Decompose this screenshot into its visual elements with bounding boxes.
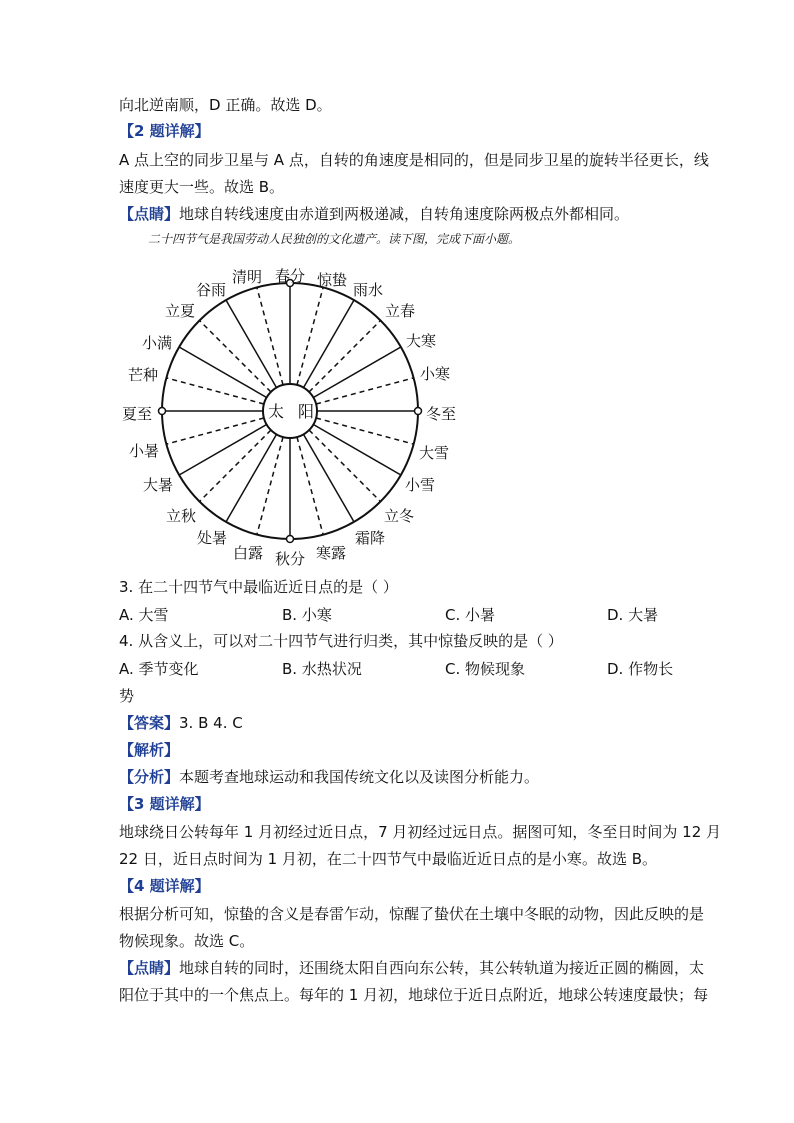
fenxi-line: [119, 767, 539, 787]
q4-detail-heading: 【4 题详解】: [119, 877, 210, 895]
spoke-solid: [304, 300, 355, 387]
sun-label-left: 太: [267, 402, 285, 421]
spoke-dashed: [199, 430, 270, 501]
answer-tag: 【答案】: [119, 714, 180, 732]
tip-tag: 【点睛】: [119, 205, 180, 223]
term-qingming: 清明: [231, 268, 263, 286]
term-hanlu: 寒露: [315, 544, 347, 562]
q3-option-c: C. 小暑: [445, 606, 496, 624]
tip-line: [119, 204, 629, 224]
term-lichun: 立春: [384, 302, 416, 320]
term-dahan: 大寒: [405, 332, 437, 350]
term-mangzhong: 芒种: [127, 366, 159, 384]
spoke-solid: [179, 425, 266, 476]
term-dashu: 大暑: [142, 476, 174, 494]
text-line: 地球绕日公转每年 1 月初经过近日点，7 月初经过远日点。据图可知，冬至日时间为 12 月: [119, 823, 722, 841]
q3-option-d: D. 大暑: [607, 606, 659, 624]
analysis-heading: 【解析】: [119, 741, 180, 759]
answer-line: [119, 713, 243, 733]
term-yushui: 雨水: [352, 281, 384, 299]
term-jingzhe: 惊蛰: [316, 271, 348, 289]
text-line: A 点上空的同步卫星与 A 点，自转的角速度是相同的，但是同步卫星的旋转半径更长，线: [119, 151, 709, 169]
tip-text: 地球自转线速度由赤道到两极递减，自转角速度除两极点外都相同。: [179, 205, 630, 223]
term-xiaohan: 小寒: [419, 365, 451, 383]
question-4: 4. 从含义上，可以对二十四节气进行归类，其中惊蛰反映的是（ ）: [119, 632, 563, 650]
spoke-dashed: [309, 430, 380, 501]
term-dongzhi: 冬至: [425, 405, 457, 423]
spoke-dashed: [166, 418, 264, 444]
term-xiazhi: 夏至: [121, 405, 153, 423]
term-lixia: 立夏: [164, 302, 196, 320]
spoke-dashed: [309, 320, 380, 391]
spoke-dashed: [166, 378, 264, 404]
term-xiaoshu: 小暑: [128, 442, 160, 460]
spoke-dashed: [199, 320, 270, 391]
spoke-solid: [313, 425, 400, 476]
q4-option-d: D. 作物长: [607, 660, 674, 678]
term-liqiu: 立秋: [165, 507, 197, 525]
tip-line: [119, 958, 704, 978]
text-line: 速度更大一些。故选 B。: [119, 178, 285, 196]
spoke-solid: [226, 434, 277, 521]
q3-option-a: A. 大雪: [119, 606, 169, 624]
term-guyu: 谷雨: [195, 281, 227, 299]
answer-text: 3. B 4. C: [179, 714, 243, 732]
solar-terms-diagram: [110, 258, 470, 570]
q3-detail-heading: 【3 题详解】: [119, 795, 210, 813]
tip-tag: 【点睛】: [119, 959, 180, 977]
text-line: 阳位于其中的一个焦点上。每年的 1 月初，地球位于近日点附近，地球公转速度最快；每: [119, 986, 709, 1004]
text-line: 根据分析可知，惊蛰的含义是春雷乍动，惊醒了蛰伏在土壤中冬眠的动物，因此反映的是: [119, 905, 705, 923]
term-xiaoxue: 小雪: [404, 476, 436, 494]
spoke-solid: [226, 300, 277, 387]
spoke-solid: [179, 347, 266, 398]
question-3: 3. 在二十四节气中最临近近日点的是（ ）: [119, 578, 398, 596]
term-shuangjiang: 霜降: [354, 529, 386, 547]
q3-option-b: B. 小寒: [282, 606, 332, 624]
orbit-point-marker: [415, 408, 422, 415]
sun-label-right: 阳: [297, 402, 315, 421]
term-xiaoman: 小满: [141, 334, 173, 352]
spoke-solid: [313, 347, 400, 398]
orbit-point-marker: [159, 408, 166, 415]
text-line: 物候现象。故选 C。: [119, 932, 255, 950]
section-heading: 【2 题详解】: [119, 122, 210, 140]
spoke-dashed: [297, 437, 323, 535]
text-line: 22 日，近日点时间为 1 月初，在二十四节气中最临近近日点的是小寒。故选 B。: [119, 850, 657, 868]
spoke-dashed: [257, 437, 283, 535]
spoke-dashed: [257, 287, 283, 385]
q4-option-a: A. 季节变化: [119, 660, 199, 678]
q4-option-d-continuation: 势: [119, 687, 135, 705]
spoke-dashed: [297, 287, 323, 385]
q4-option-b: B. 水热状况: [282, 660, 362, 678]
term-chushu: 处暑: [196, 529, 228, 547]
orbit-point-marker: [287, 536, 294, 543]
term-qiufen: 秋分: [274, 550, 306, 568]
tip-text: 地球自转的同时，还围绕太阳自西向东公转，其公转轨道为接近正圆的椭圆，太: [179, 959, 705, 977]
term-chunfen: 春分: [274, 267, 306, 285]
q4-option-c: C. 物候现象: [445, 660, 526, 678]
fenxi-tag: 【分析】: [119, 768, 180, 786]
term-bailu: 白露: [232, 544, 264, 562]
term-daxue: 大雪: [418, 444, 450, 462]
figure-caption: 二十四节气是我国劳动人民独创的文化遗产。读下图，完成下面小题。: [148, 232, 521, 246]
spoke-dashed: [316, 378, 414, 404]
term-lidong: 立冬: [383, 507, 415, 525]
spoke-solid: [304, 434, 355, 521]
text-line: 向北逆南顺，D 正确。故选 D。: [119, 96, 332, 114]
spoke-dashed: [316, 418, 414, 444]
fenxi-text: 本题考查地球运动和我国传统文化以及读图分析能力。: [179, 768, 540, 786]
